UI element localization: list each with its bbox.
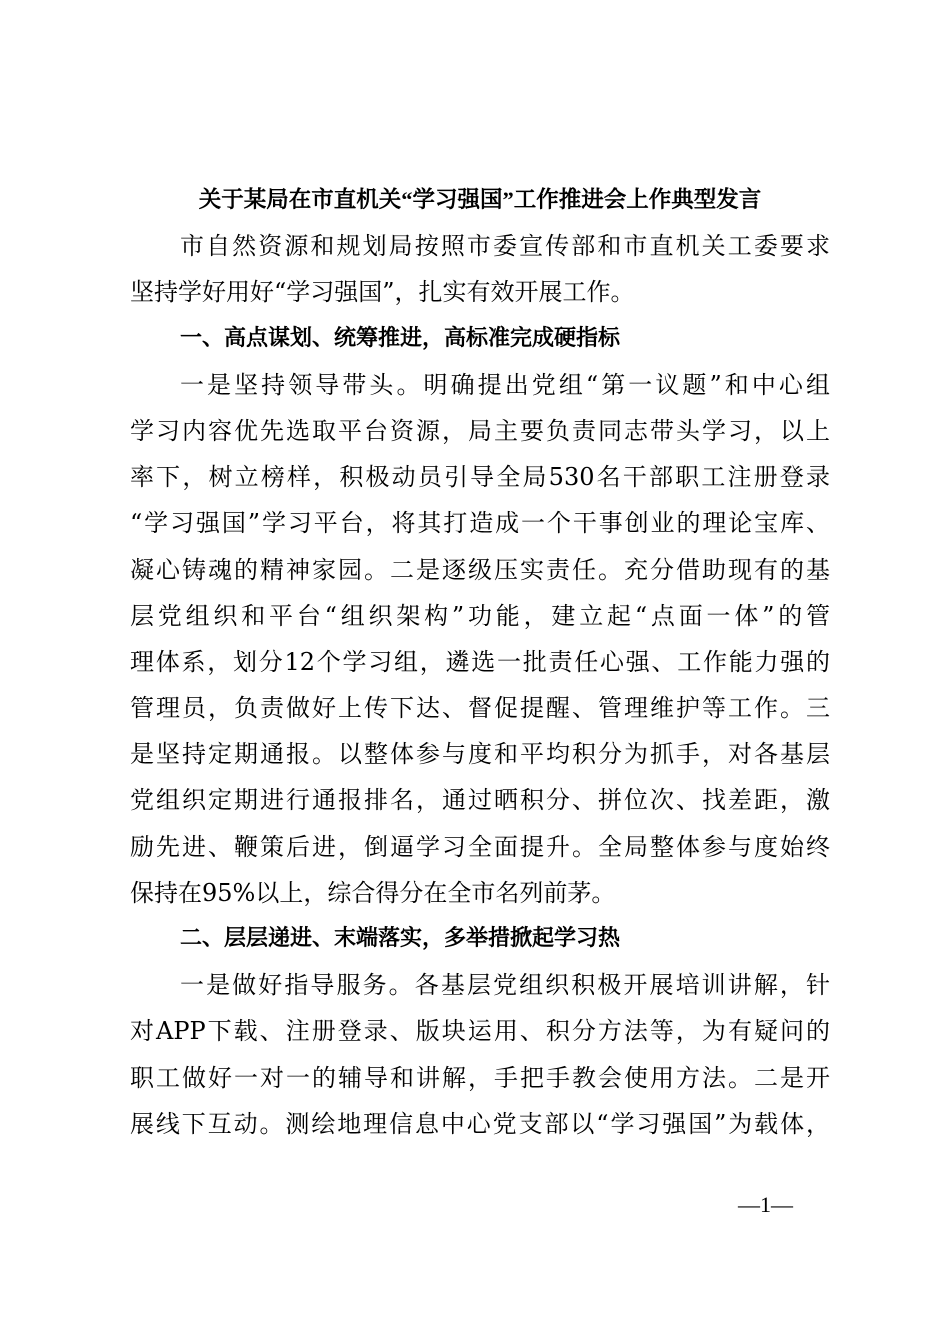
paragraph-line: 一是坚持领导带头。明确提出党组“第一议题”和中心组 xyxy=(180,370,830,399)
section-heading xyxy=(130,316,830,362)
paragraph-line: 管理员，负责做好上传下达、督促提醒、管理维护等工作。三 xyxy=(130,694,830,723)
paragraph-line: 展线下互动。测绘地理信息中心党支部以“学习强国”为载体， xyxy=(130,1109,830,1138)
paragraph-line: 坚持学好用好“学习强国”，扎实有效开展工作。 xyxy=(130,278,635,307)
document-body xyxy=(130,177,830,1147)
paragraph-line: 凝心铸魂的精神家园。二是逐级压实责任。充分借助现有的基 xyxy=(130,555,830,584)
paragraph-line: 励先进、鞭策后进，倒逼学习全面提升。全局整体参与度始终 xyxy=(130,832,830,861)
paragraph-line: 一是做好指导服务。各基层党组织积极开展培训讲解，针 xyxy=(180,971,830,1000)
paragraph-line: 率下，树立榜样，积极动员引导全局530名干部职工注册登录 xyxy=(130,463,830,492)
page-number: —1— xyxy=(738,1192,793,1217)
paragraph-line: 理体系，划分12个学习组，遴选一批责任心强、工作能力强的 xyxy=(130,647,830,676)
paragraph-line: “学习强国”学习平台，将其打造成一个干事创业的理论宝库、 xyxy=(130,509,830,538)
heading-text: 二、层层递进、末端落实，多举措掀起学习热 xyxy=(180,926,621,951)
paragraph-line: 是坚持定期通报。以整体参与度和平均积分为抓手，对各基层 xyxy=(130,740,830,769)
section-heading xyxy=(130,916,830,962)
paragraph xyxy=(130,223,830,315)
paragraph-line: 学习内容优先选取平台资源，局主要负责同志带头学习，以上 xyxy=(130,416,830,445)
paragraph-line: 保持在95%以上，综合得分在全市名列前茅。 xyxy=(130,878,616,907)
paragraph-line: 层党组织和平台“组织架构”功能，建立起“点面一体”的管 xyxy=(130,601,830,630)
paragraph xyxy=(130,362,830,916)
paragraph-line: 对APP下载、注册登录、版块运用、积分方法等，为有疑问的 xyxy=(130,1017,830,1046)
paragraph-line: 党组织定期进行通报排名，通过晒积分、拼位次、找差距，激 xyxy=(130,786,830,815)
document-title: 关于某局在市直机关“学习强国”工作推进会上作典型发言 xyxy=(198,187,762,212)
paragraph xyxy=(130,962,830,1147)
paragraph-line: 市自然资源和规划局按照市委宣传部和市直机关工委要求 xyxy=(180,232,830,261)
paragraph-line: 职工做好一对一的辅导和讲解，手把手教会使用方法。二是开 xyxy=(130,1063,830,1092)
heading-text: 一、高点谋划、统筹推进，高标准完成硬指标 xyxy=(180,325,621,351)
